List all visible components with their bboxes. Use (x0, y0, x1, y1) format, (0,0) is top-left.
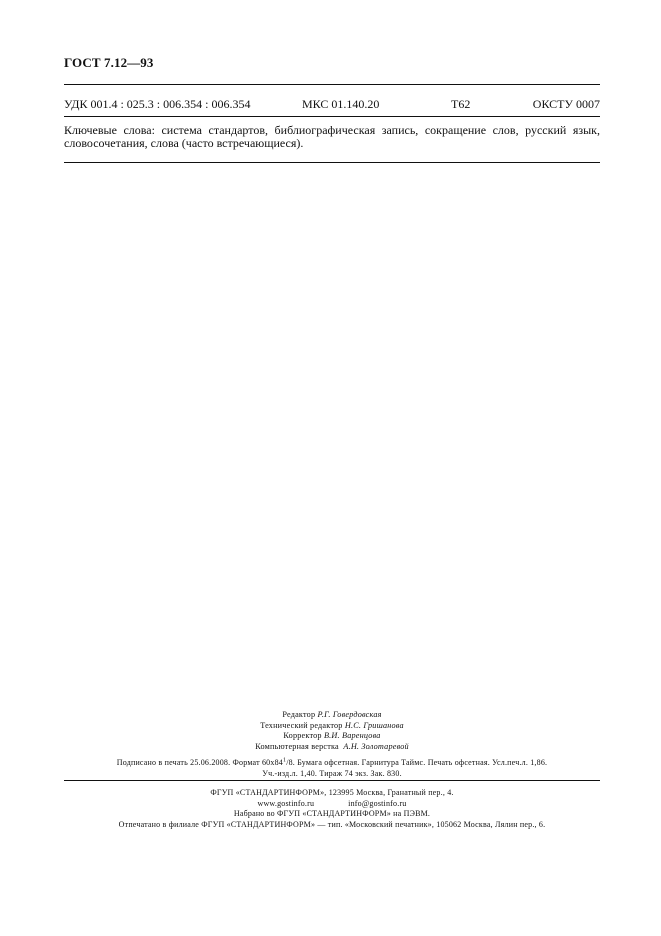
editor-name: Р.Г. Говердовская (317, 710, 382, 719)
publisher-address: ФГУП «СТАНДАРТИНФОРМ», 123995 Москва, Гранатный пер., 4. (210, 788, 454, 797)
t-code: Т62 (451, 97, 471, 111)
tech-editor-line (64, 721, 600, 732)
printing-note: Отпечатано в филиале ФГУП «СТАНДАРТИНФОРМ» — тип. «Московский печатник», 105062 Москва, Лялин пер., 6. (118, 819, 546, 829)
publisher-contacts (64, 799, 600, 810)
layout-name: А.Н. Золотаревой (343, 741, 409, 751)
format-superscript: 1 (282, 757, 287, 764)
corrector-name: В.И. Варенцова (323, 731, 381, 740)
document-code: ГОСТ 7.12—93 (64, 55, 154, 70)
keywords-divider (64, 162, 600, 163)
editor-role: Редактор (282, 710, 316, 719)
keywords-paragraph: Ключевые слова: система стандартов, библиографическая запись, сокращение слов, русский язык, словосочетания, слова (часто встречающиеся). (64, 123, 600, 150)
mks-code: МКС 01.140.20 (302, 97, 380, 111)
publisher-website: www.gostinfo.ru (257, 798, 315, 808)
oksty-code: ОКСТУ 0007 (532, 97, 600, 111)
editor-line (64, 710, 600, 721)
editorial-credits (64, 710, 600, 752)
corrector-role: Корректор (283, 731, 322, 740)
layout-line (64, 742, 600, 753)
print-details-line2: Уч.-изд.л. 1,40. Тираж 74 экз. Зак. 830. (262, 768, 402, 778)
print-details-part-b: /8. Бумага офсетная. Гарнитура Таймс. Печать офсетная. Усл.печ.л. 1,86. (286, 758, 548, 767)
print-details (64, 758, 600, 779)
tech-editor-role: Технический редактор (260, 720, 343, 730)
imprint-divider (64, 780, 600, 781)
publisher-email: info@gostinfo.ru (348, 798, 407, 808)
print-details-line1 (64, 758, 600, 769)
publisher-info (64, 788, 600, 830)
typeset-note: Набрано во ФГУП «СТАНДАРТИНФОРМ» на ПЭВМ. (233, 809, 431, 818)
corrector-line (64, 731, 600, 742)
udk-code: УДК 001.4 : 025.3 : 006.354 : 006.354 (64, 97, 251, 111)
tech-editor-name: Н.С. Гришанова (344, 720, 404, 730)
layout-role: Компьютерная верстка (255, 741, 339, 751)
classification-divider (64, 116, 600, 117)
header-divider (64, 84, 600, 85)
print-details-part-a: Подписано в печать 25.06.2008. Формат 60x84 (116, 758, 283, 767)
